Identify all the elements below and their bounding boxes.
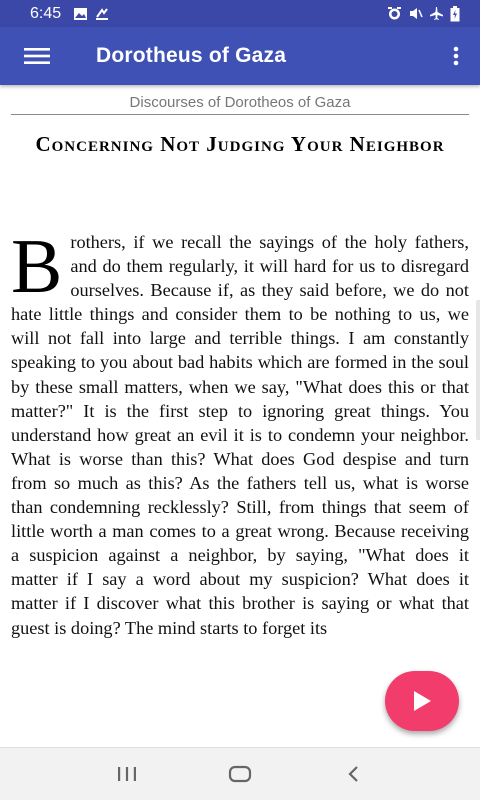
reader-content[interactable] bbox=[0, 85, 480, 747]
app-title: Dorotheus of Gaza bbox=[96, 44, 287, 67]
play-button[interactable] bbox=[385, 671, 459, 731]
sync-icon bbox=[94, 7, 110, 21]
home-button[interactable] bbox=[220, 754, 260, 794]
menu-button[interactable] bbox=[0, 27, 74, 85]
alarm-icon bbox=[387, 6, 402, 21]
hamburger-menu-icon bbox=[24, 47, 50, 65]
more-vertical-icon bbox=[453, 46, 459, 66]
back-button[interactable] bbox=[333, 754, 373, 794]
app-bar bbox=[0, 27, 480, 85]
status-bar bbox=[0, 0, 480, 27]
book-header: Discourses of Dorotheos of Gaza bbox=[11, 94, 469, 115]
chapter-title: Concerning Not Judging Your Neighbor bbox=[35, 132, 445, 156]
home-icon bbox=[228, 765, 252, 783]
chapter-body bbox=[11, 223, 469, 640]
chapter-body-text: rothers, if we recall the sayings of the holy fathers, and do them regularly, it will hard for us to disregard ourselves. Because if, as they said before, we do not hate little things and consider them to be nothing to us, we will not fall into large and terrible things. I am constantly speaking to you about bad habits which are formed in the soul by these small matters, when we say, "What does this or that matter?" It is the first step to ignoring great things. You understand how great an evil it is to condemn your neighbor. What is worse than this? What does God despise and turn from so much as this? As the fathers tell us, what is worse than condemning recklessly? Still, from things that seem of little worth a man comes to a great wrong. Because receiving a suspicion against a neighbor, by saying, "What does it matter if I say a word about my suspicion? What does it matter if I discover what this brother is saying or what that guest is doing? The mind starts to forget its bbox=[11, 232, 469, 638]
image-icon bbox=[73, 7, 88, 21]
back-icon bbox=[346, 765, 360, 783]
play-icon bbox=[412, 690, 432, 712]
drop-cap: B bbox=[11, 223, 63, 309]
battery-icon bbox=[450, 6, 460, 22]
mute-icon bbox=[408, 6, 423, 21]
status-time: 6:45 bbox=[30, 4, 62, 22]
airplane-icon bbox=[429, 6, 444, 21]
recent-apps-button[interactable] bbox=[107, 754, 147, 794]
recent-apps-icon bbox=[116, 766, 138, 782]
edge-scroll-handle[interactable] bbox=[476, 300, 480, 440]
overflow-menu-button[interactable] bbox=[432, 27, 480, 85]
navigation-bar bbox=[0, 747, 480, 800]
